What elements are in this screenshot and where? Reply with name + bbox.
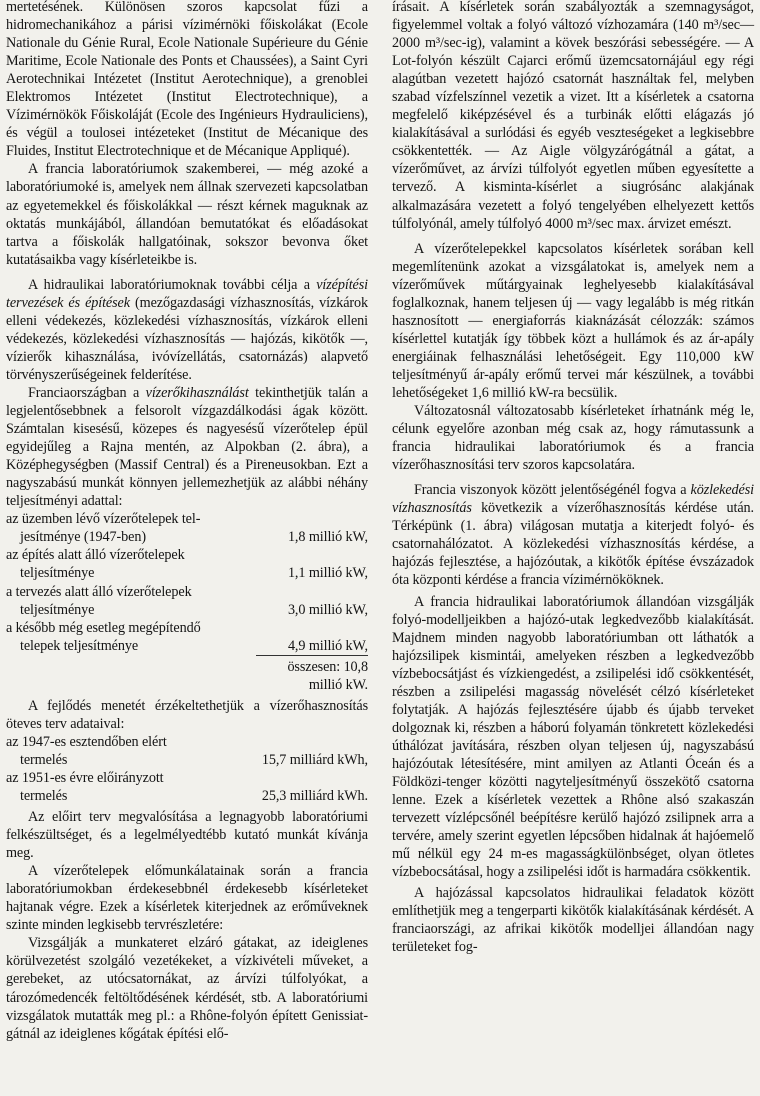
- production-row: [6, 769, 368, 805]
- text-run: A hidraulikai laboratóriumoknak további célja a: [28, 276, 317, 293]
- text-run: Francia viszonyok között jelentőségénél fogva a: [414, 482, 691, 499]
- stats-value: 4,9 millió kW,: [287, 637, 368, 654]
- stats-label: telepek teljesítménye: [20, 637, 139, 654]
- stats-label: jesítménye (1947-ben): [20, 529, 146, 546]
- paragraph: mertetésének. Különösen szoros kapcsolat fűzi a hidromechanikához a párisi vízimérnöki főiskolákat (Ecole Nationale du Génie Rural, Ecole Nationale Supérieure du Génie Maritime, Ecole Nationale des Ponts et Chaussées), a Saint Cyri Aerotechnikai Intézetet (Institut Aerotechnique), a grenoblei Elektromos Intézetet (Institut Electrotechnique), a Vízimérnökök Főiskoláját (Ecole des Ingénieurs Hydrauliciens), és végül a toulosei intézeteket (Institut de Mécanique des Fluides, Institut Electrotechnique et de Mécanique Appliqué).: [6, 0, 368, 160]
- paragraph: Változatosnál változatosabb kísérleteket írhatnánk még le, célunk egyelőre azonban még csak az, hogy rámutassunk a francia hidraulikai laboratóriumok és a francia vízerőhasznosítási terv szoros kapcsolatára.: [392, 403, 754, 474]
- text-run: tekinthetjük talán a legjelentősebbnek a felsorolt vízgazdálkodási ágak között. Számtalan kisesésű, közepes és nagyesésű vízerőtelep épül egyidejűleg a Rajna mentén, az Alpokban (2. ábra), a Középhegységben (Massif Central) és a Pireneusokban. Ezt a nagyszabású munkát könnyen jellemezhetjük az alábbi néhány teljesítményi adattal:: [6, 384, 368, 510]
- left-column: [6, 0, 368, 1043]
- stats-row: [6, 583, 368, 619]
- stats-label: az építés alatt álló vízerőtelepek: [6, 547, 185, 564]
- stats-row: [6, 546, 368, 582]
- paragraph: A francia hidraulikai laboratóriumok állandóan vizsgálják folyó-modelljeikben a hajózó-utak legkedvezőbb kialakítását. Majdnem minden nagyobb laboratóriumban ott láthatók a hajózsilipek kismintái, amelyeken részben a legkedvezőbb vízbebocsátjást és vízkiengedést, a zsilipelési idő csökkentését, részben a zsilipelési magasság növelését célzó kísérleteket folytatják. A hajózás fejlesztésére újabb és újabb terveket dolgoznak ki, részben a háború folyamán tönkretett közlekedési úthálózat javítására, részben olyan teljesen új, nagyszabású hajózóutak létesítésére, mint amilyen az Atlanti Óceán és a Földközi-tenger közötti nagyteljesítményű összekötő csatorna lenne. Ezek a kísérletek vezettek a Rhône alsó szakaszán tervezett vízlépcsőnél beépítésre kerülő hajózó zsilipnek arra a tervére, amely szerint egyetlen lépcsőben hidalnak át hajóemelő mű nélkül egy 24 m-es magasságkülönbséget, olyan ötletes vízbebocsátásal, hogy a zsilipelési időt is harmadára csökkentik.: [392, 593, 754, 881]
- stats-label: teljesítménye: [20, 601, 95, 618]
- paragraph: A francia laboratóriumok szakemberei, — még azoké a laboratóriumoké is, amelyek nem állnak szervezeti kapcsolatban az egyetemekkel és főiskolákkal — részt kérnek maguknak az oktatás munkájából, állandóan bemutatókat és előadásokat tartva a főiskolák hallgatóinak, sokszor bevonva őket kutatásaikba vagy kísérleteikbe is.: [6, 161, 368, 268]
- production-label: az 1947-es esztendőben elért: [6, 733, 167, 750]
- production-row: [6, 733, 368, 769]
- paragraph: [6, 276, 368, 384]
- right-column: [392, 0, 754, 956]
- paragraph: [392, 481, 754, 589]
- production-value: 25,3 milliárd kWh.: [261, 788, 368, 805]
- production-value: 15,7 milliárd kWh,: [261, 751, 368, 768]
- production-table: [6, 733, 368, 805]
- emphasis-text: vízerőkihasználást: [145, 384, 249, 401]
- paragraph: Vizsgálják a munkateret elzáró gátakat, az ideiglenes körülvezetést szolgáló vezetékeket, a vízkivételi műveket, a gerebeket, az utócsatornákat, az árvízi túlfolyókat, a tározómedencék feltöltődésének kérdését, stb. A laboratóriumi vizsgálatok mutatták meg pl.: a Rhône-folyón épített Genissiat-gátnál az ideiglenes kőgátak építési elő-: [6, 935, 368, 1042]
- stats-value: 1,8 millió kW,: [287, 529, 368, 546]
- paragraph: [6, 384, 368, 510]
- stats-label: a később még esetleg megépítendő: [6, 619, 201, 636]
- production-label: termelés: [20, 751, 68, 768]
- stats-label: teljesítménye: [20, 565, 95, 582]
- paragraph: A vízerőtelepek előmunkálatainak során a francia laboratóriumokban érdekesebbnél érdekesebb kísérleteket hajtanak végre. Ezek a kísérletek kiterjednek az erőműveknek szinte minden legkisebb tervrészletére:: [6, 863, 368, 934]
- stats-value: 1,1 millió kW,: [287, 565, 368, 582]
- paragraph: írásait. A kísérletek során szabályozták a szemnagyságot, figyelemmel voltak a folyó változó vízhozamára (140 m³/sec—2000 m³/sec-ig), valamint a kövek beszórási sebességére. — A Lot-folyón készült Cajarci erőmű üzemcsatornájául egy régi alagútban vezetett hajózó csatornát használtak fel, melyben szabad vízfelszínnel vezetik a vizet. Itt a kísérletek a csatorna megfelelő kiképzésével és a turbinák előtti elágazás jó kialakításával a surlódási és egyéb veszteségeket a legkisebbre csökkentették. — Az Aigle völgyzárógátnál a gátat, a vízerőművet, az árvízi túlfolyót egyetlen műben egyesítette a tervező. A kisminta-kísérlet a siugrósánc alakjának alkalmazására vezetett a folyó tengelyében elhelyezett kettős túlfolyónál, amely túlfolyó 4000 m³/sec max. árvizet emészt.: [392, 0, 754, 232]
- stats-label: az üzemben lévő vízerőtelepek tel-: [6, 511, 201, 528]
- stats-total: összesen: 10,8 millió kW.: [256, 655, 368, 694]
- text-run: (mezőgazdasági vízhasznosítás, vízkárok elleni védekezés, közlekedési vízhasznosítás, vízkárok elleni védekezés, közlekedési vízhasznosítás — hajózás, kikötők —, vízierők kihasználása, ivóvízellátás, csatornázás) alapvető törvényszerűségeinek felderítése.: [6, 294, 369, 383]
- emphasis-text: vízépítési tervezések és építések: [6, 276, 368, 311]
- paragraph: A fejlődés menetét érzékeltethetjük a vízerőhasznosítás öteves terv adataival:: [6, 697, 368, 732]
- production-label: termelés: [20, 788, 68, 805]
- stats-value: 3,0 millió kW,: [287, 601, 368, 618]
- capacity-stats-table: [6, 510, 368, 693]
- emphasis-text: közlekedési vízhasznosítás: [392, 482, 754, 517]
- stats-row: [6, 619, 368, 655]
- text-run: Franciaországban a: [28, 384, 146, 401]
- text-run: következik a vízerőhasznosítás kérdése után. Térképünk (1. ábra) világosan mutatja a kiterjedt folyó- és csatornahálózatot. A közlekedési vízhasznosítás kérdése, a hajózás fejlesztése, a hajózóutak, a kikötők építése évszázadok óta központi kérdése a francia vízimérnököknek.: [392, 500, 754, 589]
- stats-row: [6, 510, 368, 546]
- production-label: az 1951-es évre előirányzott: [6, 769, 164, 786]
- stats-label: a tervezés alatt álló vízerőtelepek: [6, 583, 192, 600]
- paragraph: A hajózással kapcsolatos hidraulikai feladatok között említhetjük meg a tengerparti kikötők kialakításának kérdését. A franciaországi, az afrikai kikötők modelljei állandóan nagy területeket fog-: [392, 885, 754, 956]
- paragraph: Az előirt terv megvalósítása a legnagyobb laboratóriumi felkészültséget, és a legelmélyedtébb kutató munkát kívánja meg.: [6, 809, 368, 862]
- paragraph: A vízerőtelepekkel kapcsolatos kísérletek sorában kell megemlítenünk azokat a vizsgálatokat is, amelyek nem a vízerőművek műtárgyainak leghelyesebb kialakításával foglalkoznak, hanem teljesen új — vagy legalább is még ritkán hasznosított — energiaforrás kiaknázását célozzák: számos kísérlettel kutatják így többek közt a hullámok és az ár-apály energiáinak felhasználási lehetőségeit. Egy 110,000 kW teljesítményű ár-apály erőmű tervei már készülnek, a további lehetőségeket 1,6 millió kW-ra becsülik.: [392, 240, 754, 401]
